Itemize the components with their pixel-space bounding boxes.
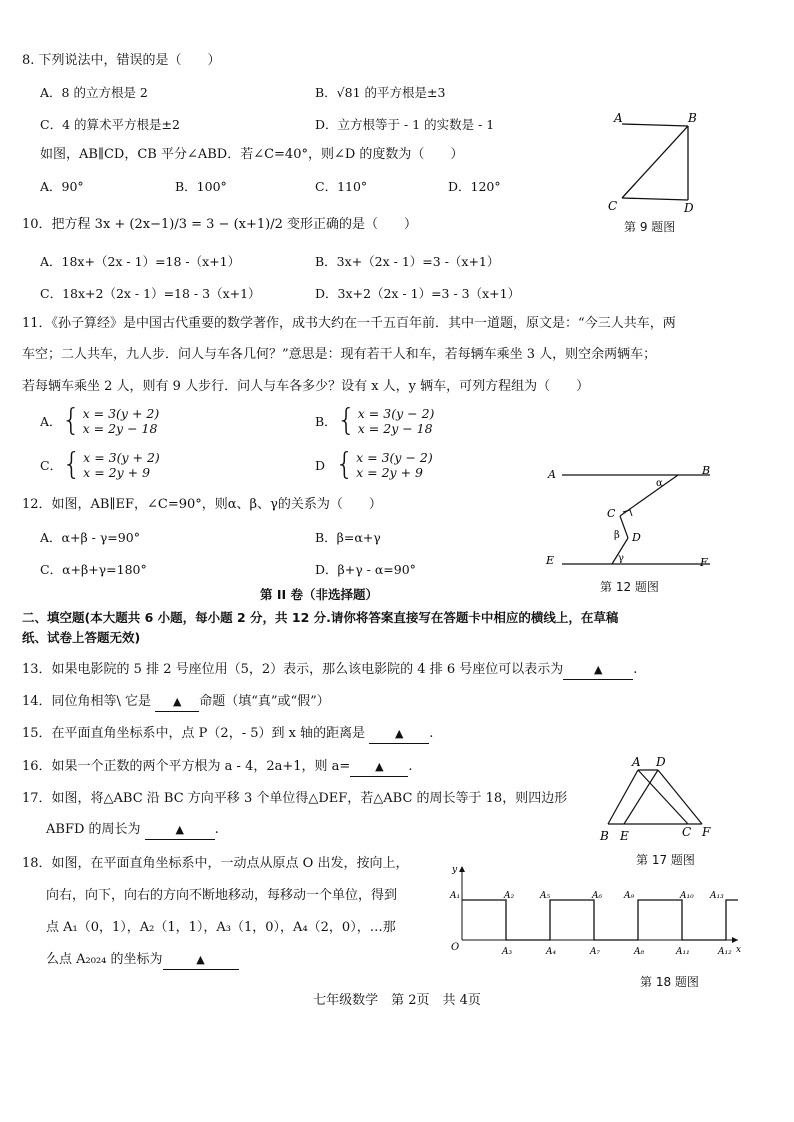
q9-fig-caption: 第 9 题图 bbox=[624, 220, 676, 234]
q9-option-d: D．120° bbox=[448, 179, 501, 194]
q18-point-a11: A₁₁ bbox=[676, 947, 690, 957]
q11-line-1: 11．《孙子算经》是中国古代重要的数学著作，成书大约在一千五百年前．其中一道题，原文是：“今三人共车，两 bbox=[22, 316, 676, 331]
q13-text: 13．如果电影院的 5 排 2 号座位用（5，2）表示，那么该电影院的 4 排 6 号座位可以表示为 bbox=[22, 662, 564, 677]
q18-point-a1: A₁ bbox=[450, 891, 461, 901]
q18-point-a8: A₈ bbox=[634, 947, 645, 957]
q10-option-a: A．18x+（2x - 1）=18 -（x+1） bbox=[40, 254, 241, 269]
q12-option-a: A．α+β - γ=90° bbox=[40, 530, 140, 545]
q18-line-1: 18．如图，在平面直角坐标系中，一动点从原点 O 出发，按向上， bbox=[22, 856, 409, 871]
brace-icon: { bbox=[335, 447, 355, 482]
q9-option-b: B．100° bbox=[175, 179, 227, 194]
q11-option-c-label: C． bbox=[40, 458, 63, 473]
q11-option-d-label: D bbox=[315, 457, 326, 473]
q18-answer-blank[interactable] bbox=[163, 951, 239, 970]
q9-label-b: B bbox=[688, 111, 697, 125]
q11-option-a-label: A． bbox=[40, 414, 62, 429]
q14 bbox=[22, 693, 330, 712]
q11-c-eq1: x = 3(y + 2) bbox=[83, 450, 160, 465]
q18-origin: O bbox=[451, 942, 460, 953]
q17-line-1: 17．如图，将△ABC 沿 BC 方向平移 3 个单位得△DEF，若△ABC 的周长等于 18，则四边形 bbox=[22, 791, 568, 806]
q17-end: . bbox=[214, 822, 219, 837]
q18-figure bbox=[448, 862, 748, 962]
q18-point-a3: A₃ bbox=[502, 947, 513, 957]
q9-option-c: C．110° bbox=[315, 179, 368, 194]
q18-line-2: 向右，向下，向右的方向不断地移动，每移动一个单位，得到 bbox=[46, 888, 398, 903]
q18-axis-y: y bbox=[452, 865, 458, 875]
q8-option-d: D．立方根等于 - 1 的实数是 - 1 bbox=[315, 117, 495, 132]
brace-icon: { bbox=[336, 403, 356, 438]
brace-icon: { bbox=[62, 447, 82, 482]
q11-d-eq2: x = 2y + 9 bbox=[356, 465, 423, 480]
q12-label-e: E bbox=[546, 554, 555, 567]
q12-label-b: B bbox=[702, 464, 711, 477]
q18-line-3: 点 A₁（0，1），A₂（1，1），A₃（1，0），A₄（2，0），…那 bbox=[46, 920, 396, 935]
q18-point-a6: A₆ bbox=[592, 891, 603, 901]
triangle-icon: ▲ bbox=[375, 760, 384, 773]
triangle-icon: ▲ bbox=[196, 953, 205, 966]
q17-figure bbox=[590, 756, 720, 846]
q15-text: 15．在平面直角坐标系中，点 P（2，- 5）到 x 轴的距离是 bbox=[22, 726, 366, 741]
section-instructions-line1: 二、填空题(本大题共 6 小题，每小题 2 分，共 12 分.请你将答案直接写在答题卡中相应的横线上，在草稿 bbox=[22, 610, 619, 625]
page-footer: 七年级数学 第 2页 共 4页 bbox=[313, 993, 481, 1008]
q18-point-a10: A₁₀ bbox=[680, 891, 694, 901]
q9-label-a: A bbox=[614, 111, 623, 125]
q13-end: . bbox=[633, 662, 638, 677]
q16-answer-blank[interactable] bbox=[350, 758, 408, 777]
q12-option-c: C．α+β+γ=180° bbox=[40, 562, 147, 577]
q11-a-eq2: x = 2y − 18 bbox=[82, 421, 158, 436]
q12-option-b: B．β=α+γ bbox=[315, 530, 381, 545]
q11-d-eq1: x = 3(y − 2) bbox=[356, 450, 433, 465]
q9-label-c: C bbox=[608, 199, 618, 213]
q18-point-a9: A₉ bbox=[624, 891, 635, 901]
q16-text: 16．如果一个正数的两个平方根为 a - 4，2a+1，则 a= bbox=[22, 759, 351, 774]
q8-option-a: A．8 的立方根是 2 bbox=[40, 85, 148, 100]
q11-a-eq1: x = 3(y + 2) bbox=[82, 406, 160, 421]
q18-point-a2: A₂ bbox=[504, 891, 515, 901]
q12-label-gamma: γ bbox=[618, 553, 624, 564]
q11-option-a bbox=[40, 403, 160, 438]
q11-option-b bbox=[315, 403, 435, 438]
q10-option-d: D．3x+2（2x - 1）=3 - 3（x+1） bbox=[315, 286, 521, 301]
q8-stem: 8. 下列说法中，错误的是（ ） bbox=[22, 53, 221, 68]
q15-answer-blank[interactable] bbox=[369, 725, 429, 744]
q11-option-c bbox=[40, 447, 160, 482]
q15 bbox=[22, 725, 433, 744]
q9-stem: 如图，AB∥CD，CB 平分∠ABD．若∠C=40°，则∠D 的度数为（ ） bbox=[40, 147, 464, 162]
q10-option-b: B．3x+（2x - 1）=3 -（x+1） bbox=[315, 254, 500, 269]
q18-point-a7: A₇ bbox=[590, 947, 601, 957]
brace-icon: { bbox=[61, 403, 81, 438]
triangle-icon: ▲ bbox=[172, 695, 182, 708]
q17-label-f: F bbox=[702, 825, 711, 839]
q11-c-eq2: x = 2y + 9 bbox=[83, 465, 151, 480]
q14-text: 14．同位角相等\ 它是 bbox=[22, 694, 152, 709]
q18-line-4: 么点 A₂₀₂₄ 的坐标为 bbox=[46, 952, 163, 967]
section-instructions-line2: 纸、试卷上答题无效) bbox=[22, 630, 141, 645]
q16 bbox=[22, 758, 412, 777]
q17-label-b: B bbox=[600, 829, 609, 843]
q9-option-a: A．90° bbox=[40, 179, 84, 194]
q10-stem: 10．把方程 3x + (2x−1)/3 = 3 − (x+1)/2 变形正确的是（ ） bbox=[22, 217, 418, 232]
q14-end: 命题（填“真”或“假”） bbox=[199, 694, 330, 709]
q14-answer-blank[interactable] bbox=[155, 693, 199, 712]
q15-end: . bbox=[429, 726, 434, 741]
q12-option-d: D．β+γ - α=90° bbox=[315, 562, 416, 577]
q10-option-c: C．18x+2（2x - 1）=18 - 3（x+1） bbox=[40, 286, 261, 301]
q17-line-2-wrap bbox=[46, 821, 219, 840]
q12-label-a: A bbox=[548, 468, 556, 481]
q8-option-b: B．√81 的平方根是±3 bbox=[315, 85, 446, 100]
q17-line-2: ABFD 的周长为 bbox=[46, 822, 141, 837]
q18-line-4-wrap bbox=[46, 951, 239, 970]
q18-point-a4: A₄ bbox=[546, 947, 557, 957]
q12-figure bbox=[540, 460, 720, 575]
q18-point-a5: A₅ bbox=[540, 891, 551, 901]
q9-label-d: D bbox=[684, 201, 694, 215]
q12-label-f: F bbox=[700, 556, 708, 569]
q13 bbox=[22, 661, 637, 680]
part2-title: 第 II 卷（非选择题） bbox=[260, 587, 379, 602]
triangle-icon: ▲ bbox=[175, 823, 184, 836]
q18-axis-x: x bbox=[736, 945, 742, 955]
q12-stem: 12．如图，AB∥EF，∠C=90°，则α、β、γ的关系为（ ） bbox=[22, 497, 382, 512]
q12-label-alpha: α bbox=[656, 478, 663, 489]
q18-point-a12: A₁₂ bbox=[718, 947, 732, 957]
q8-option-c: C．4 的算术平方根是±2 bbox=[40, 117, 180, 132]
q18-fig-caption: 第 18 题图 bbox=[640, 975, 699, 989]
q13-answer-blank[interactable] bbox=[563, 661, 633, 680]
q12-label-c: C bbox=[607, 507, 616, 520]
triangle-icon: ▲ bbox=[594, 663, 603, 676]
q11-b-eq2: x = 2y − 18 bbox=[357, 421, 433, 436]
q12-fig-caption: 第 12 题图 bbox=[600, 580, 659, 594]
q9-figure bbox=[600, 110, 720, 220]
q17-label-e: E bbox=[620, 829, 629, 843]
q17-label-c: C bbox=[682, 825, 692, 839]
q11-line-3: 若每辆车乘坐 2 人，则有 9 人步行．问人与车各多少？设有 x 人，y 辆车，可列方程组为（ ） bbox=[22, 379, 590, 394]
q17-label-a: A bbox=[632, 756, 641, 769]
q17-label-d: D bbox=[656, 756, 666, 769]
q11-option-d bbox=[315, 447, 433, 482]
q17-fig-caption: 第 17 题图 bbox=[636, 853, 695, 867]
triangle-icon: ▲ bbox=[395, 727, 404, 740]
q12-label-beta: β bbox=[614, 530, 620, 541]
q11-line-2: 车空；二人共车，九人步．问人与车各几何？”意思是：现有若干人和车，若每辆车乘坐 3 人，则空余两辆车； bbox=[22, 347, 657, 362]
q12-label-d: D bbox=[632, 531, 641, 544]
q16-end: . bbox=[408, 759, 413, 774]
q11-option-b-label: B． bbox=[315, 414, 337, 429]
q18-point-a13: A₁₃ bbox=[710, 891, 724, 901]
q11-b-eq1: x = 3(y − 2) bbox=[357, 406, 435, 421]
q17-answer-blank[interactable] bbox=[145, 821, 215, 840]
